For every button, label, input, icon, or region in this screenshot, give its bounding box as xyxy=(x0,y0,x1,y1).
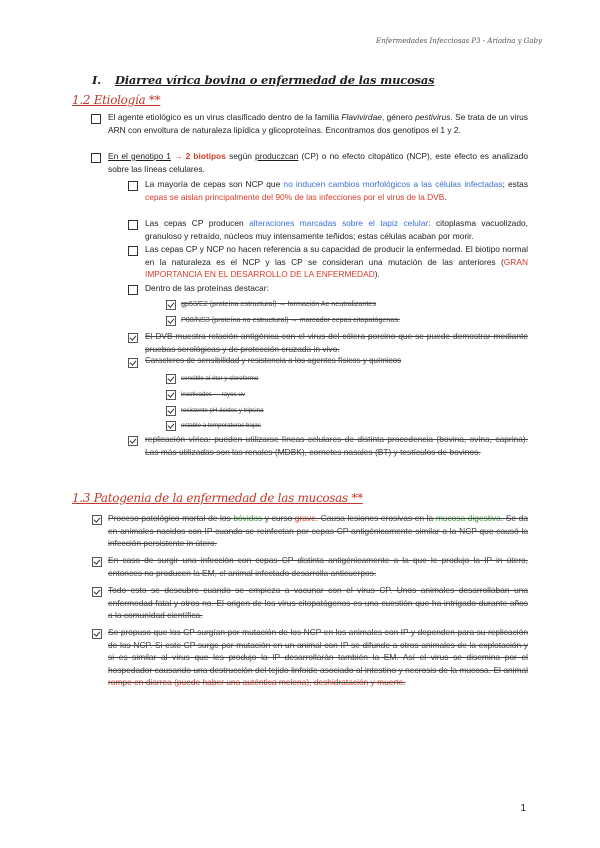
paragraph-replicacion: replicación vírica: pueden utilizarse líneas celulares de distinta procedencia (bovina, ovina, caprina). Las más utilizadas son las renales (MDBK), cornetes nasales (BT) y testículos de bovinos. xyxy=(145,434,528,457)
checkbox-checked[interactable] xyxy=(166,421,176,431)
checkbox-checked[interactable] xyxy=(166,374,176,384)
chapter-number: I. xyxy=(92,73,101,87)
checkbox[interactable] xyxy=(91,114,101,124)
checkbox[interactable] xyxy=(128,220,138,230)
chapter-title xyxy=(92,73,434,87)
checkbox-checked[interactable] xyxy=(166,300,176,310)
sensibility-item: sensible al éter y cloroformo xyxy=(181,375,259,382)
paragraph-relacion-antigenica: El DVB muestra relación antigénica con el virus del cólera porcino que se puede demostrar mediante pruebas serológicas y de protección cruzada in vivo. xyxy=(145,331,528,354)
checkbox-checked[interactable] xyxy=(166,390,176,400)
sensibility-item: resistente pH ácidos y tripsina xyxy=(181,407,264,414)
checkbox[interactable] xyxy=(91,153,101,163)
paragraph-infeccion-cp: En caso de surgir una infección con cepas CP distinta antigénicamente a la que le produjo la IP in útero, entonces no producen la EM, el animal infectado desarrolla anticuerpos. xyxy=(108,555,528,578)
paragraph-sensibilidad: Caracteres de sensibilidad y resistencia a los agentes físicos y químicos xyxy=(145,356,402,365)
paragraph-ncp: La mayoría de cepas son NCP que no inducen cambios morfológicos a las células infectadas; estas cepas se aislan principalmente del 90% de las infecciones por el virus de la DVB. xyxy=(145,179,529,202)
protein-gp53: gp53/E2 (proteína estructural) → formación Ac neutralizantes xyxy=(181,299,376,308)
checkbox[interactable] xyxy=(128,181,138,191)
checkbox-checked[interactable] xyxy=(92,587,102,597)
checkbox-checked[interactable] xyxy=(128,333,138,343)
chapter-title-text: Diarrea vírica bovina o enfermedad de las mucosas xyxy=(114,73,435,87)
page-header: Enfermedades Infecciosas P3 - Ariadna y Gaby xyxy=(375,37,542,45)
sensibility-item: inactivados → rayos uv xyxy=(181,391,245,398)
paragraph-vacunar: Todo esto se descubre cuando se empieza a vacunar con el virus CP. Unos animales desarrollaban una enfermedad fatal y otros no. El origen de los virus citopatógenos es una cuestión que ha intrigado durante años a la comunidad científica. xyxy=(108,585,528,621)
paragraph-cp: Las cepas CP producen alteraciones marcadas sobre el tapiz celular: citoplasma vacuolizado, granuloso y retraído, núcleos muy intensamente teñidos; estas células acaban por morir. xyxy=(145,218,528,241)
checkbox-checked[interactable] xyxy=(92,557,102,567)
checkbox-checked[interactable] xyxy=(166,406,176,416)
paragraph-cp-ncp: Las cepas CP y NCP no hacen referencia a su capacidad de producir la enfermedad. El biotipo normal en la naturaleza es el NCP y las CP se consideran una mutación de las anteriores (GRAN IMPORTANCIA EN EL DESARROLLO DE LA ENFERMEDAD). xyxy=(145,244,528,280)
sensibility-item: estable a temperaturas bajas xyxy=(181,422,261,429)
section-heading-patogenia: 1.3 Patogenia de la enfermedad de las mucosas ** xyxy=(72,491,363,505)
protein-p80: P80/NS3 (proteína no estructural) → marcador cepas citopatógenas. xyxy=(181,315,400,324)
section-heading-etiologia: 1.2 Etiología ** xyxy=(72,93,161,107)
checkbox-checked[interactable] xyxy=(128,358,138,368)
paragraph-mutacion: Se propuso que los CP surgían por mutación de los NCP en los animales con IP y dependen para su replicación de los NCP. Si este CP surge por mutación en un animal con IP se difunde a otros animales de la explotación y si es similar al virus que les produjo la IP desarrollarán también la EM. Así el virus se disemina por el hospedador causando una destrucción del tejido linfoide asociado al intestino y necrosis de la mucosa. El animal rompe en diarrea (puede haber una auténtica melena), deshidratación y muerte. xyxy=(108,627,528,688)
page-number: 1 xyxy=(520,803,526,814)
checkbox-checked[interactable] xyxy=(128,436,138,446)
checkbox[interactable] xyxy=(128,285,138,295)
paragraph-proteinas: Dentro de las proteínas destacar: xyxy=(145,283,269,293)
checkbox[interactable] xyxy=(128,246,138,256)
checkbox-checked[interactable] xyxy=(92,515,102,525)
checkbox-checked[interactable] xyxy=(92,629,102,639)
checkbox-checked[interactable] xyxy=(166,316,176,326)
paragraph-agente: El agente etiológico es un virus clasificado dentro de la familia Flavivirdae, género pestivirus. Se trata de un virus ARN con envoltura de naturaleza lipídica y glicoproteínas. Encontramos dos genotipos el 1 y 2. xyxy=(108,112,528,135)
paragraph-genotipo: En el genotipo 1 → 2 biotipos según produczcan (CP) o no efecto citopático (NCP), este efecto es analizado sobre las líneas celulares. xyxy=(108,151,528,174)
paragraph-proceso: Proceso patológico mortal de los bóvidos y curso grave. Causa lesiones erosivas en la mucosa digestiva. Se da en animales nacidos con IP cuando se reinfectan por cepas CP antigénicamente similar a la NCP que causó la infección persistente in útero. xyxy=(108,513,528,549)
